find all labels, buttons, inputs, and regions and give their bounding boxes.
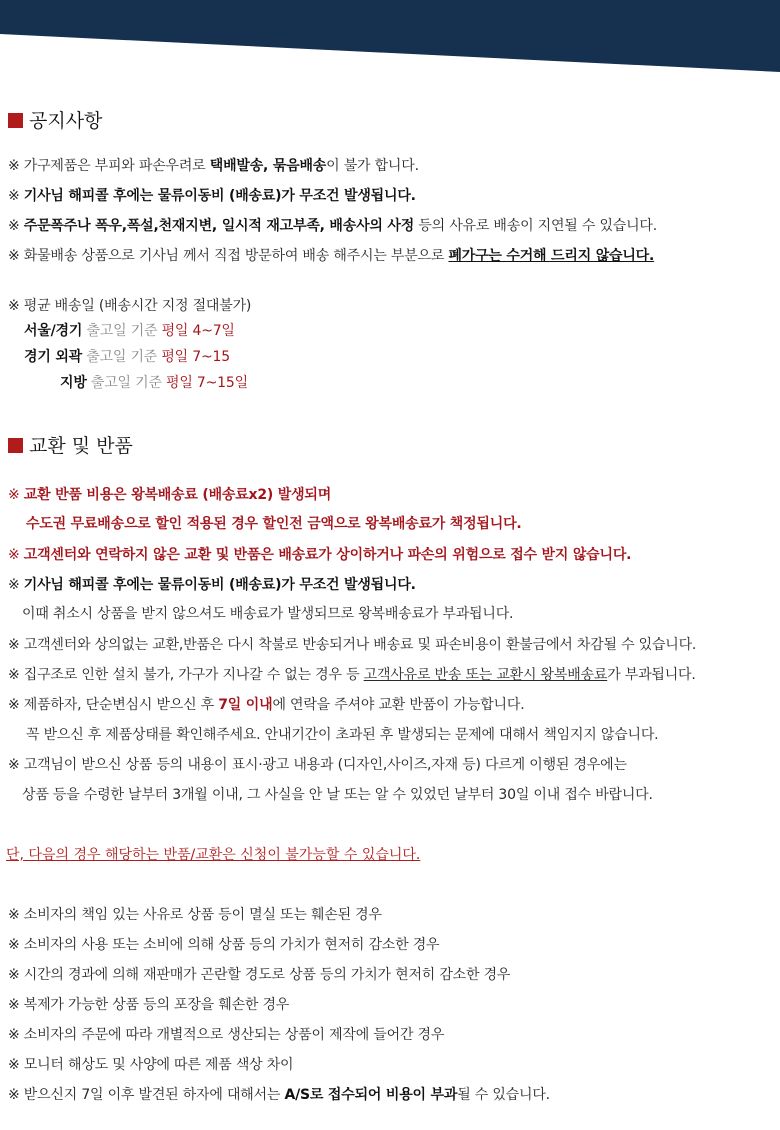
header-banner (0, 0, 780, 72)
notice-delivery-days: ※ 평균 배송일 (배송시간 지정 절대불가) (8, 298, 252, 314)
notice-section-title: 공지사항 (8, 108, 102, 134)
limits-line-5: ※ 소비자의 주문에 따라 개별적으로 생산되는 상품이 제작에 들어간 경우 (8, 1027, 445, 1043)
exchange-line-9: 꼭 받으신 후 제품상태를 확인해주세요. 안내기간이 초과된 후 발생되는 문제에 대해서 책임지지 않습니다. (26, 727, 659, 743)
exchange-line-6: ※ 고객센터와 상의없는 교환,반품은 다시 착불로 반송되거나 배송료 및 파손비용이 환불금에서 차감될 수 있습니다. (8, 637, 697, 653)
exchange-line-3: ※ 고객센터와 연락하지 않은 교환 및 반품은 배송료가 상이하거나 파손의 위험으로 접수 받지 않습니다. (8, 547, 632, 563)
delivery-province: 지방 출고일 기준 평일 7~15일 (60, 375, 248, 391)
exchange-line-11: 상품 등을 수령한 날부터 3개월 이내, 그 사실을 안 날 또는 알 수 있었던 날부터 30일 이내 접수 바랍니다. (22, 787, 653, 803)
notice-line-2: ※ 기사님 해피콜 후에는 물류이동비 (배송료)가 무조건 발생됩니다. (8, 188, 416, 204)
notice-line-3: ※ 주문폭주나 폭우,폭설,천재지변, 일시적 재고부족, 배송사의 사정 등의 사유로 배송이 지연될 수 있습니다. (8, 218, 657, 234)
notice-line-1: ※ 가구제품은 부피와 파손우려로 택배발송, 묶음배송이 불가 합니다. (8, 158, 419, 174)
limits-line-6: ※ 모니터 해상도 및 사양에 따른 제품 색상 차이 (8, 1057, 294, 1073)
limits-line-4: ※ 복제가 가능한 상품 등의 포장을 훼손한 경우 (8, 997, 290, 1013)
exchange-section-title: 교환 및 반품 (8, 433, 133, 459)
exchange-line-1: ※ 교환 반품 비용은 왕복배송료 (배송료x2) 발생되며 (8, 487, 332, 503)
limits-heading: 단, 다음의 경우 해당하는 반품/교환은 신청이 불가능할 수 있습니다. (6, 847, 421, 863)
red-square-icon (8, 438, 23, 453)
limits-line-7: ※ 받으신지 7일 이후 발견된 하자에 대해서는 A/S로 접수되어 비용이 부과될 수 있습니다. (8, 1087, 550, 1103)
exchange-line-7: ※ 집구조로 인한 설치 불가, 가구가 지나갈 수 없는 경우 등 고객사유로 반송 또는 교환시 왕복배송료가 부과됩니다. (8, 667, 696, 683)
red-square-icon (8, 113, 23, 128)
exchange-line-4: ※ 기사님 해피콜 후에는 물류이동비 (배송료)가 무조건 발생됩니다. (8, 577, 416, 593)
exchange-line-2: 수도권 무료배송으로 할인 적용된 경우 할인전 금액으로 왕복배송료가 책정됩니다. (26, 516, 522, 532)
limits-line-1: ※ 소비자의 책임 있는 사유로 상품 등이 멸실 또는 훼손된 경우 (8, 907, 382, 923)
delivery-seoul: 서울/경기 출고일 기준 평일 4~7일 (24, 323, 235, 339)
limits-line-2: ※ 소비자의 사용 또는 소비에 의해 상품 등의 가치가 현저히 감소한 경우 (8, 937, 440, 953)
exchange-line-10: ※ 고객님이 받으신 상품 등의 내용이 표시·광고 내용과 (디자인,사이즈,자재 등) 다르게 이행된 경우에는 (8, 757, 627, 773)
delivery-outer: 경기 외곽 출고일 기준 평일 7~15 (24, 349, 230, 365)
exchange-line-8: ※ 제품하자, 단순변심시 받으신 후 7일 이내에 연락을 주셔야 교환 반품이 가능합니다. (8, 697, 525, 713)
exchange-line-5: 이때 취소시 상품을 받지 않으셔도 배송료가 발생되므로 왕복배송료가 부과됩니다. (22, 606, 514, 622)
notice-line-4: ※ 화물배송 상품으로 기사님 께서 직접 방문하여 배송 해주시는 부분으로 폐가구는 수거해 드리지 않습니다. (8, 248, 655, 264)
limits-line-3: ※ 시간의 경과에 의해 재판매가 곤란할 경도로 상품 등의 가치가 현저히 감소한 경우 (8, 967, 511, 983)
